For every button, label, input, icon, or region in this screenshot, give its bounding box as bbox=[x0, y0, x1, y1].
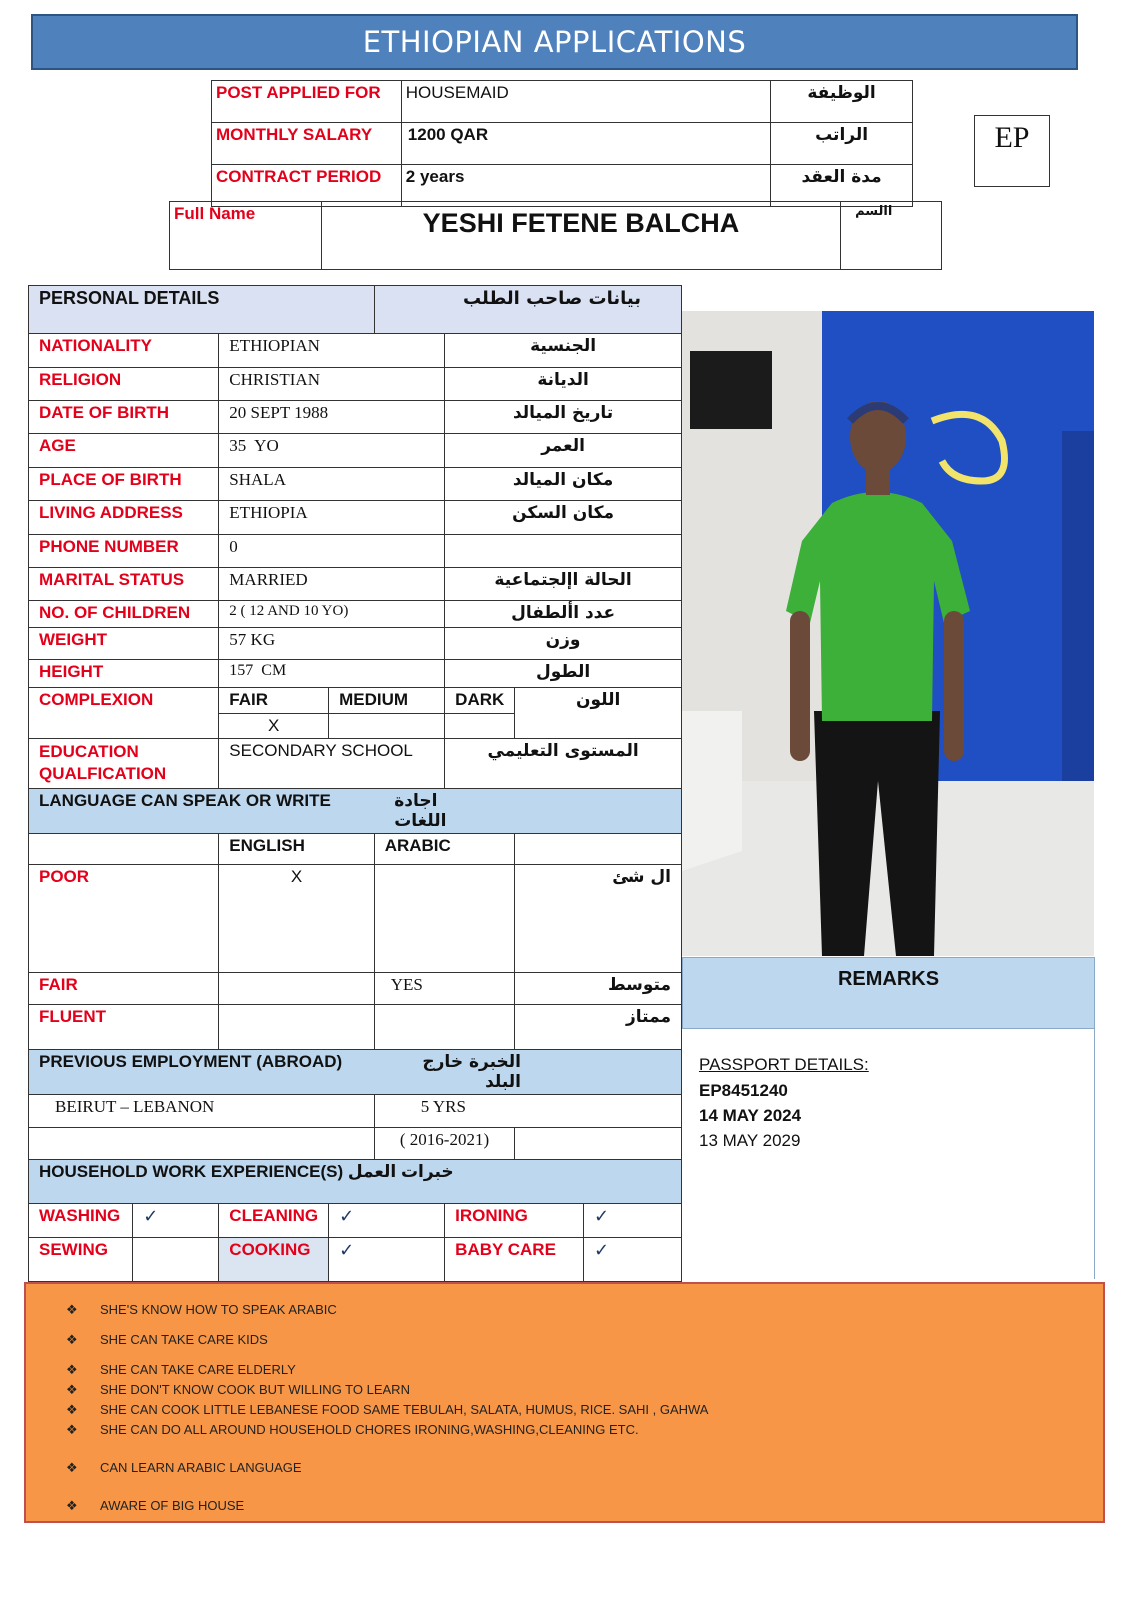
personal-row bbox=[29, 434, 682, 468]
children-label: NO. OF CHILDREN bbox=[29, 601, 219, 628]
children-value: 2 ( 12 AND 10 YO) bbox=[219, 601, 445, 628]
note-item bbox=[66, 1420, 1103, 1440]
household-section-header bbox=[29, 1160, 682, 1204]
note-item bbox=[66, 1300, 1103, 1320]
language-title: LANGUAGE CAN SPEAK OR WRITE bbox=[29, 789, 375, 834]
marital-value: MARRIED bbox=[219, 568, 445, 601]
note-item bbox=[66, 1458, 1103, 1478]
personal-row bbox=[29, 535, 682, 568]
dob-label-ar: تاريخ الميالد bbox=[445, 401, 682, 434]
complexion-fair: FAIR bbox=[219, 688, 329, 714]
personal-row bbox=[29, 334, 682, 368]
age-label: AGE bbox=[29, 434, 219, 468]
poor-label-ar: ال شئ bbox=[515, 865, 682, 973]
remarks-body bbox=[682, 1029, 1095, 1279]
education-value: SECONDARY SCHOOL bbox=[219, 739, 445, 789]
personal-title: PERSONAL DETAILS bbox=[29, 286, 375, 334]
ironing-label: IRONING bbox=[445, 1204, 584, 1238]
washing-check-icon: ✓ bbox=[133, 1204, 219, 1238]
personal-row bbox=[29, 601, 682, 628]
ironing-check-icon: ✓ bbox=[583, 1204, 681, 1238]
dob-label: DATE OF BIRTH bbox=[29, 401, 219, 434]
personal-table bbox=[28, 285, 682, 1282]
complexion-medium-mark bbox=[329, 714, 445, 739]
notes-list bbox=[66, 1300, 1103, 1516]
height-label-ar: الطول bbox=[445, 660, 682, 688]
complexion-dark-mark bbox=[445, 714, 515, 739]
diamond-bullet-icon: ❖ bbox=[66, 1302, 78, 1317]
cleaning-label: CLEANING bbox=[219, 1204, 329, 1238]
previous-period: ( 2016-2021) bbox=[374, 1128, 515, 1160]
pob-value: SHALA bbox=[219, 468, 445, 501]
education-label: EDUCATION bbox=[39, 742, 139, 761]
previous-title-ar: الخبرة خارج البلد bbox=[422, 1052, 521, 1092]
note-item bbox=[66, 1360, 1103, 1380]
cooking-label: COOKING bbox=[219, 1238, 329, 1282]
complexion-label-ar: اللون bbox=[515, 688, 682, 739]
complexion-row bbox=[29, 688, 682, 714]
previous-period-row bbox=[29, 1128, 682, 1160]
poor-arabic bbox=[374, 865, 515, 973]
contract-value: 2 years bbox=[401, 165, 770, 207]
salary-label-ar: الراتب bbox=[771, 123, 913, 165]
complexion-dark: DARK bbox=[445, 688, 515, 714]
babycare-check-icon: ✓ bbox=[583, 1238, 681, 1282]
note-text: SHE CAN DO ALL AROUND HOUSEHOLD CHORES IRONING,WASHING,CLEANING ETC. bbox=[100, 1422, 639, 1437]
note-text: CAN LEARN ARABIC LANGUAGE bbox=[100, 1460, 302, 1475]
diamond-bullet-icon: ❖ bbox=[66, 1382, 78, 1397]
complexion-medium: MEDIUM bbox=[329, 688, 445, 714]
notes-box bbox=[24, 1282, 1105, 1523]
phone-value: 0 bbox=[219, 535, 445, 568]
diamond-bullet-icon: ❖ bbox=[66, 1332, 78, 1347]
post-table bbox=[211, 80, 913, 207]
note-text: SHE'S KNOW HOW TO SPEAK ARABIC bbox=[100, 1302, 337, 1317]
babycare-label: BABY CARE bbox=[445, 1238, 584, 1282]
post-row bbox=[212, 81, 913, 123]
diamond-bullet-icon: ❖ bbox=[66, 1460, 78, 1475]
religion-label-ar: الديانة bbox=[445, 368, 682, 401]
name-table bbox=[169, 201, 942, 270]
post-value: HOUSEMAID bbox=[401, 81, 770, 123]
diamond-bullet-icon: ❖ bbox=[66, 1422, 78, 1437]
nationality-value: ETHIOPIAN bbox=[219, 334, 445, 368]
children-label-ar: عدد األطفال bbox=[445, 601, 682, 628]
contract-label: CONTRACT PERIOD bbox=[212, 165, 402, 207]
contract-label-ar: مدة العقد bbox=[771, 165, 913, 207]
language-row bbox=[29, 973, 682, 1005]
sewing-label: SEWING bbox=[29, 1238, 133, 1282]
arabic-column: ARABIC bbox=[374, 834, 515, 865]
household-row bbox=[29, 1204, 682, 1238]
english-column: ENGLISH bbox=[219, 834, 374, 865]
address-label: LIVING ADDRESS bbox=[29, 501, 219, 535]
previous-years: 5 YRS bbox=[374, 1095, 681, 1128]
pob-label: PLACE OF BIRTH bbox=[29, 468, 219, 501]
language-section-header bbox=[29, 789, 682, 834]
weight-value: 57 KG bbox=[219, 628, 445, 660]
nationality-label-ar: الجنسية bbox=[445, 334, 682, 368]
passport-issue-date: 14 MAY 2024 bbox=[699, 1106, 802, 1125]
salary-row bbox=[212, 123, 913, 165]
personal-row bbox=[29, 568, 682, 601]
height-value: 157 CM bbox=[219, 660, 445, 688]
language-title-ar-cell bbox=[374, 789, 681, 834]
personal-title-ar: بيانات صاحب الطلب bbox=[374, 286, 681, 334]
note-text: SHE CAN TAKE CARE ELDERLY bbox=[100, 1362, 296, 1377]
education-row bbox=[29, 739, 682, 789]
full-name-value: YESHI FETENE BALCHA bbox=[321, 202, 840, 270]
phone-label-ar bbox=[445, 535, 682, 568]
language-row bbox=[29, 1005, 682, 1050]
full-name-label-ar: االسم bbox=[841, 202, 942, 270]
personal-section-header bbox=[29, 286, 682, 334]
salary-value: 1200 QAR bbox=[401, 123, 770, 165]
note-text: SHE DON'T KNOW COOK BUT WILLING TO LEARN bbox=[100, 1382, 410, 1397]
language-title-ar: اجادة اللغات bbox=[394, 791, 447, 831]
pob-label-ar: مكان الميالد bbox=[445, 468, 682, 501]
address-value: ETHIOPIA bbox=[219, 501, 445, 535]
language-columns-row bbox=[29, 834, 682, 865]
note-item bbox=[66, 1330, 1103, 1350]
dob-value: 20 SEPT 1988 bbox=[219, 401, 445, 434]
poor-english: X bbox=[219, 865, 374, 973]
passport-number: EP8451240 bbox=[699, 1081, 788, 1100]
previous-title-ar-cell bbox=[374, 1050, 681, 1095]
age-value: 35 YO bbox=[219, 434, 445, 468]
fluent-arabic bbox=[374, 1005, 515, 1050]
personal-row bbox=[29, 660, 682, 688]
marital-label: MARITAL STATUS bbox=[29, 568, 219, 601]
passport-expiry-date: 13 MAY 2029 bbox=[699, 1131, 801, 1150]
full-name-label: Full Name bbox=[170, 202, 322, 270]
fair-label-ar: متوسط bbox=[515, 973, 682, 1005]
language-row bbox=[29, 865, 682, 973]
cooking-check-icon: ✓ bbox=[329, 1238, 445, 1282]
ep-box: EP bbox=[974, 115, 1050, 187]
note-text: SHE CAN COOK LITTLE LEBANESE FOOD SAME TEBULAH, SALATA, HUMUS, RICE. SAHI , GAHWA bbox=[100, 1402, 709, 1417]
marital-label-ar: الحالة اإلجتماعية bbox=[445, 568, 682, 601]
cleaning-check-icon: ✓ bbox=[329, 1204, 445, 1238]
phone-label: PHONE NUMBER bbox=[29, 535, 219, 568]
fluent-english bbox=[219, 1005, 374, 1050]
note-item bbox=[66, 1496, 1103, 1516]
previous-section-header bbox=[29, 1050, 682, 1095]
remarks-header: REMARKS bbox=[682, 957, 1095, 1029]
fluent-label: FLUENT bbox=[29, 1005, 219, 1050]
note-text: AWARE OF BIG HOUSE bbox=[100, 1498, 245, 1513]
personal-row bbox=[29, 501, 682, 535]
note-item bbox=[66, 1400, 1103, 1420]
weight-label-ar: وزن bbox=[445, 628, 682, 660]
poor-label: POOR bbox=[29, 865, 219, 973]
note-text: SHE CAN TAKE CARE KIDS bbox=[100, 1332, 268, 1347]
qualification-label: QUALFICATION bbox=[39, 764, 167, 783]
height-label: HEIGHT bbox=[29, 660, 219, 688]
previous-place: BEIRUT – LEBANON bbox=[29, 1095, 375, 1128]
fair-english bbox=[219, 973, 374, 1005]
page-title: ETHIOPIAN APPLICATIONS bbox=[31, 14, 1078, 70]
fair-arabic: YES bbox=[374, 973, 515, 1005]
complexion-fair-mark: X bbox=[219, 714, 329, 739]
note-item bbox=[66, 1380, 1103, 1400]
diamond-bullet-icon: ❖ bbox=[66, 1362, 78, 1377]
washing-label: WASHING bbox=[29, 1204, 133, 1238]
photo-illustration bbox=[682, 311, 1094, 956]
salary-label: MONTHLY SALARY bbox=[212, 123, 402, 165]
complexion-label: COMPLEXION bbox=[29, 688, 219, 739]
religion-value: CHRISTIAN bbox=[219, 368, 445, 401]
previous-row bbox=[29, 1095, 682, 1128]
diamond-bullet-icon: ❖ bbox=[66, 1402, 78, 1417]
fluent-label-ar: ممتاز bbox=[515, 1005, 682, 1050]
personal-row bbox=[29, 468, 682, 501]
post-label: POST APPLIED FOR bbox=[212, 81, 402, 123]
education-label-ar: المستوى التعليمي bbox=[445, 739, 682, 789]
personal-row bbox=[29, 368, 682, 401]
post-label-ar: الوظيفة bbox=[771, 81, 913, 123]
diamond-bullet-icon: ❖ bbox=[66, 1498, 78, 1513]
nationality-label: NATIONALITY bbox=[29, 334, 219, 368]
personal-row bbox=[29, 401, 682, 434]
personal-row bbox=[29, 628, 682, 660]
fair-label: FAIR bbox=[29, 973, 219, 1005]
religion-label: RELIGION bbox=[29, 368, 219, 401]
household-title: HOUSEHOLD WORK EXPERIENCE(S) خبرات العمل bbox=[29, 1160, 682, 1204]
previous-title: PREVIOUS EMPLOYMENT (ABROAD) bbox=[29, 1050, 375, 1095]
household-row bbox=[29, 1238, 682, 1282]
sewing-check-icon bbox=[133, 1238, 219, 1282]
address-label-ar: مكان السكن bbox=[445, 501, 682, 535]
age-label-ar: العمر bbox=[445, 434, 682, 468]
applicant-photo bbox=[682, 311, 1094, 956]
education-label-cell bbox=[29, 739, 219, 789]
weight-label: WEIGHT bbox=[29, 628, 219, 660]
passport-details-label: PASSPORT DETAILS: bbox=[699, 1055, 869, 1074]
